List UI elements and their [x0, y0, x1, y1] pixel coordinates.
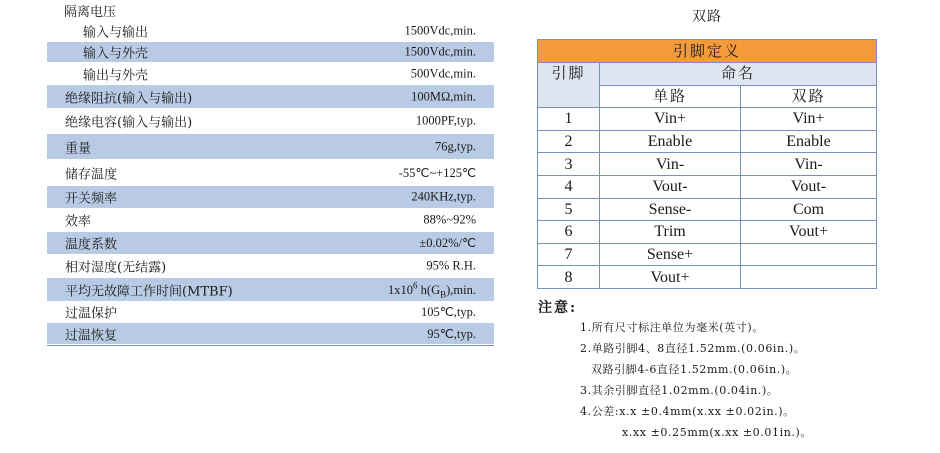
table-row [538, 130, 877, 153]
spec-label: 储存温度 [65, 167, 118, 182]
spec-row [47, 302, 494, 323]
spec-row [47, 278, 494, 302]
dual-pin-cell [741, 266, 877, 289]
dual-pin-cell: Enable [741, 130, 877, 153]
column-header-name: 命名 [600, 63, 877, 86]
spec-row [47, 63, 494, 85]
spec-label: 绝缘电容(输入与输出) [65, 115, 193, 131]
note-line: 4.公差:x.x ±0.4mm(x.xx ±0.02in.)。 [580, 405, 795, 418]
single-pin-cell: Enable [600, 130, 741, 153]
dual-pin-cell: Vout- [741, 175, 877, 198]
spec-value: 1000PF,typ. [415, 113, 476, 128]
spec-row [47, 20, 494, 42]
column-header-pin: 引脚 [538, 63, 600, 108]
spec-value: 95% R.H. [426, 258, 476, 273]
table-row [538, 108, 877, 131]
table-row [538, 198, 877, 221]
spec-row [47, 85, 494, 109]
pin-number-cell: 7 [538, 243, 600, 266]
table-row [538, 221, 877, 244]
dual-pin-cell: Com [741, 198, 877, 221]
spec-label: 绝缘阻抗(输入与输出) [65, 91, 193, 106]
single-pin-cell: Vout- [600, 175, 741, 198]
spec-label: 过温保护 [65, 306, 118, 322]
table-row [538, 175, 877, 198]
dual-pin-cell: Vin- [741, 153, 877, 176]
spec-value: 76g,typ. [435, 139, 476, 153]
spec-row [47, 186, 494, 209]
table-row [538, 243, 877, 266]
spec-value: 240KHz,typ. [411, 189, 476, 204]
spec-label: 输入与输出 [83, 25, 149, 40]
spec-label: 输入与外壳 [83, 46, 149, 62]
table-title-cell: 引脚定义 [538, 40, 877, 63]
notes-title: 注意: [538, 300, 578, 316]
spec-value: -55℃~+125℃ [398, 165, 476, 180]
pin-number-cell: 8 [538, 266, 600, 289]
note-line: 1.所有尺寸标注单位为毫米(英寸)。 [580, 321, 764, 334]
spec-row [47, 209, 494, 232]
dual-pin-cell: Vin+ [741, 108, 877, 131]
single-pin-cell: Vin- [600, 153, 741, 176]
note-line: 双路引脚4-6直径1.52mm.(0.06in.)。 [591, 363, 798, 376]
table-row [538, 153, 877, 176]
spec-value: 1500Vdc,min. [404, 23, 476, 37]
pin-number-cell: 6 [538, 221, 600, 244]
single-pin-cell: Sense- [600, 198, 741, 221]
dual-pin-cell [741, 243, 877, 266]
single-pin-cell: Vout+ [600, 266, 741, 289]
pin-number-cell: 2 [538, 130, 600, 153]
note-line: 2.单路引脚4、8直径1.52mm.(0.06in.)。 [580, 342, 806, 355]
spec-label: 平均无故障工作时间(MTBF) [65, 284, 233, 299]
spec-label: 温度系数 [65, 237, 118, 253]
spec-value: $1x10^6$ $h(G_B),\min$. [388, 280, 476, 299]
pin-number-cell: 1 [538, 108, 600, 131]
spec-row [47, 134, 494, 160]
spec-label: 效率 [65, 214, 92, 230]
column-header-dual: 双路 [741, 85, 877, 108]
spec-value: 100MΩ,min. [411, 89, 476, 103]
single-pin-cell: Vin+ [600, 108, 741, 131]
spec-section-title: 隔离电压 [64, 5, 117, 20]
table-header-row [538, 40, 877, 63]
spec-label: 过温恢复 [65, 328, 118, 343]
note-line: x.xx ±0.25mm(x.xx ±0.01in.)。 [622, 426, 812, 439]
spec-label: 重量 [65, 141, 92, 156]
spec-value: 88%~92% [423, 212, 476, 227]
spec-label: 输出与外壳 [83, 68, 149, 83]
pin-table-caption: 双路 [692, 9, 722, 25]
spec-row [47, 232, 494, 255]
spec-value: ±0.02%/℃ [419, 236, 476, 250]
single-pin-cell: Sense+ [600, 243, 741, 266]
spec-value: 105℃,typ. [420, 305, 476, 319]
single-pin-cell: Trim [600, 221, 741, 244]
pin-number-cell: 4 [538, 175, 600, 198]
spec-row [47, 160, 494, 186]
dual-pin-cell: Vout+ [741, 221, 877, 244]
note-line: 3.其余引脚直径1.02mm.(0.04in.)。 [580, 384, 779, 397]
pin-number-cell: 3 [538, 153, 600, 176]
pin-definition-table [537, 39, 877, 289]
table-row [538, 266, 877, 289]
spec-label: 相对湿度(无结露) [65, 260, 167, 276]
spec-row [47, 42, 494, 63]
spec-row [47, 255, 494, 278]
spec-row [47, 323, 494, 345]
spec-value: 95℃,typ. [427, 326, 476, 341]
pin-number-cell: 5 [538, 198, 600, 221]
spec-value: 500Vdc,min. [410, 66, 476, 80]
column-header-single: 单路 [600, 85, 741, 108]
spec-value: 1500Vdc,min. [404, 44, 476, 59]
table-header-row [538, 63, 877, 86]
divider [47, 345, 494, 346]
spec-row [47, 109, 494, 134]
spec-label: 开关频率 [65, 191, 118, 207]
